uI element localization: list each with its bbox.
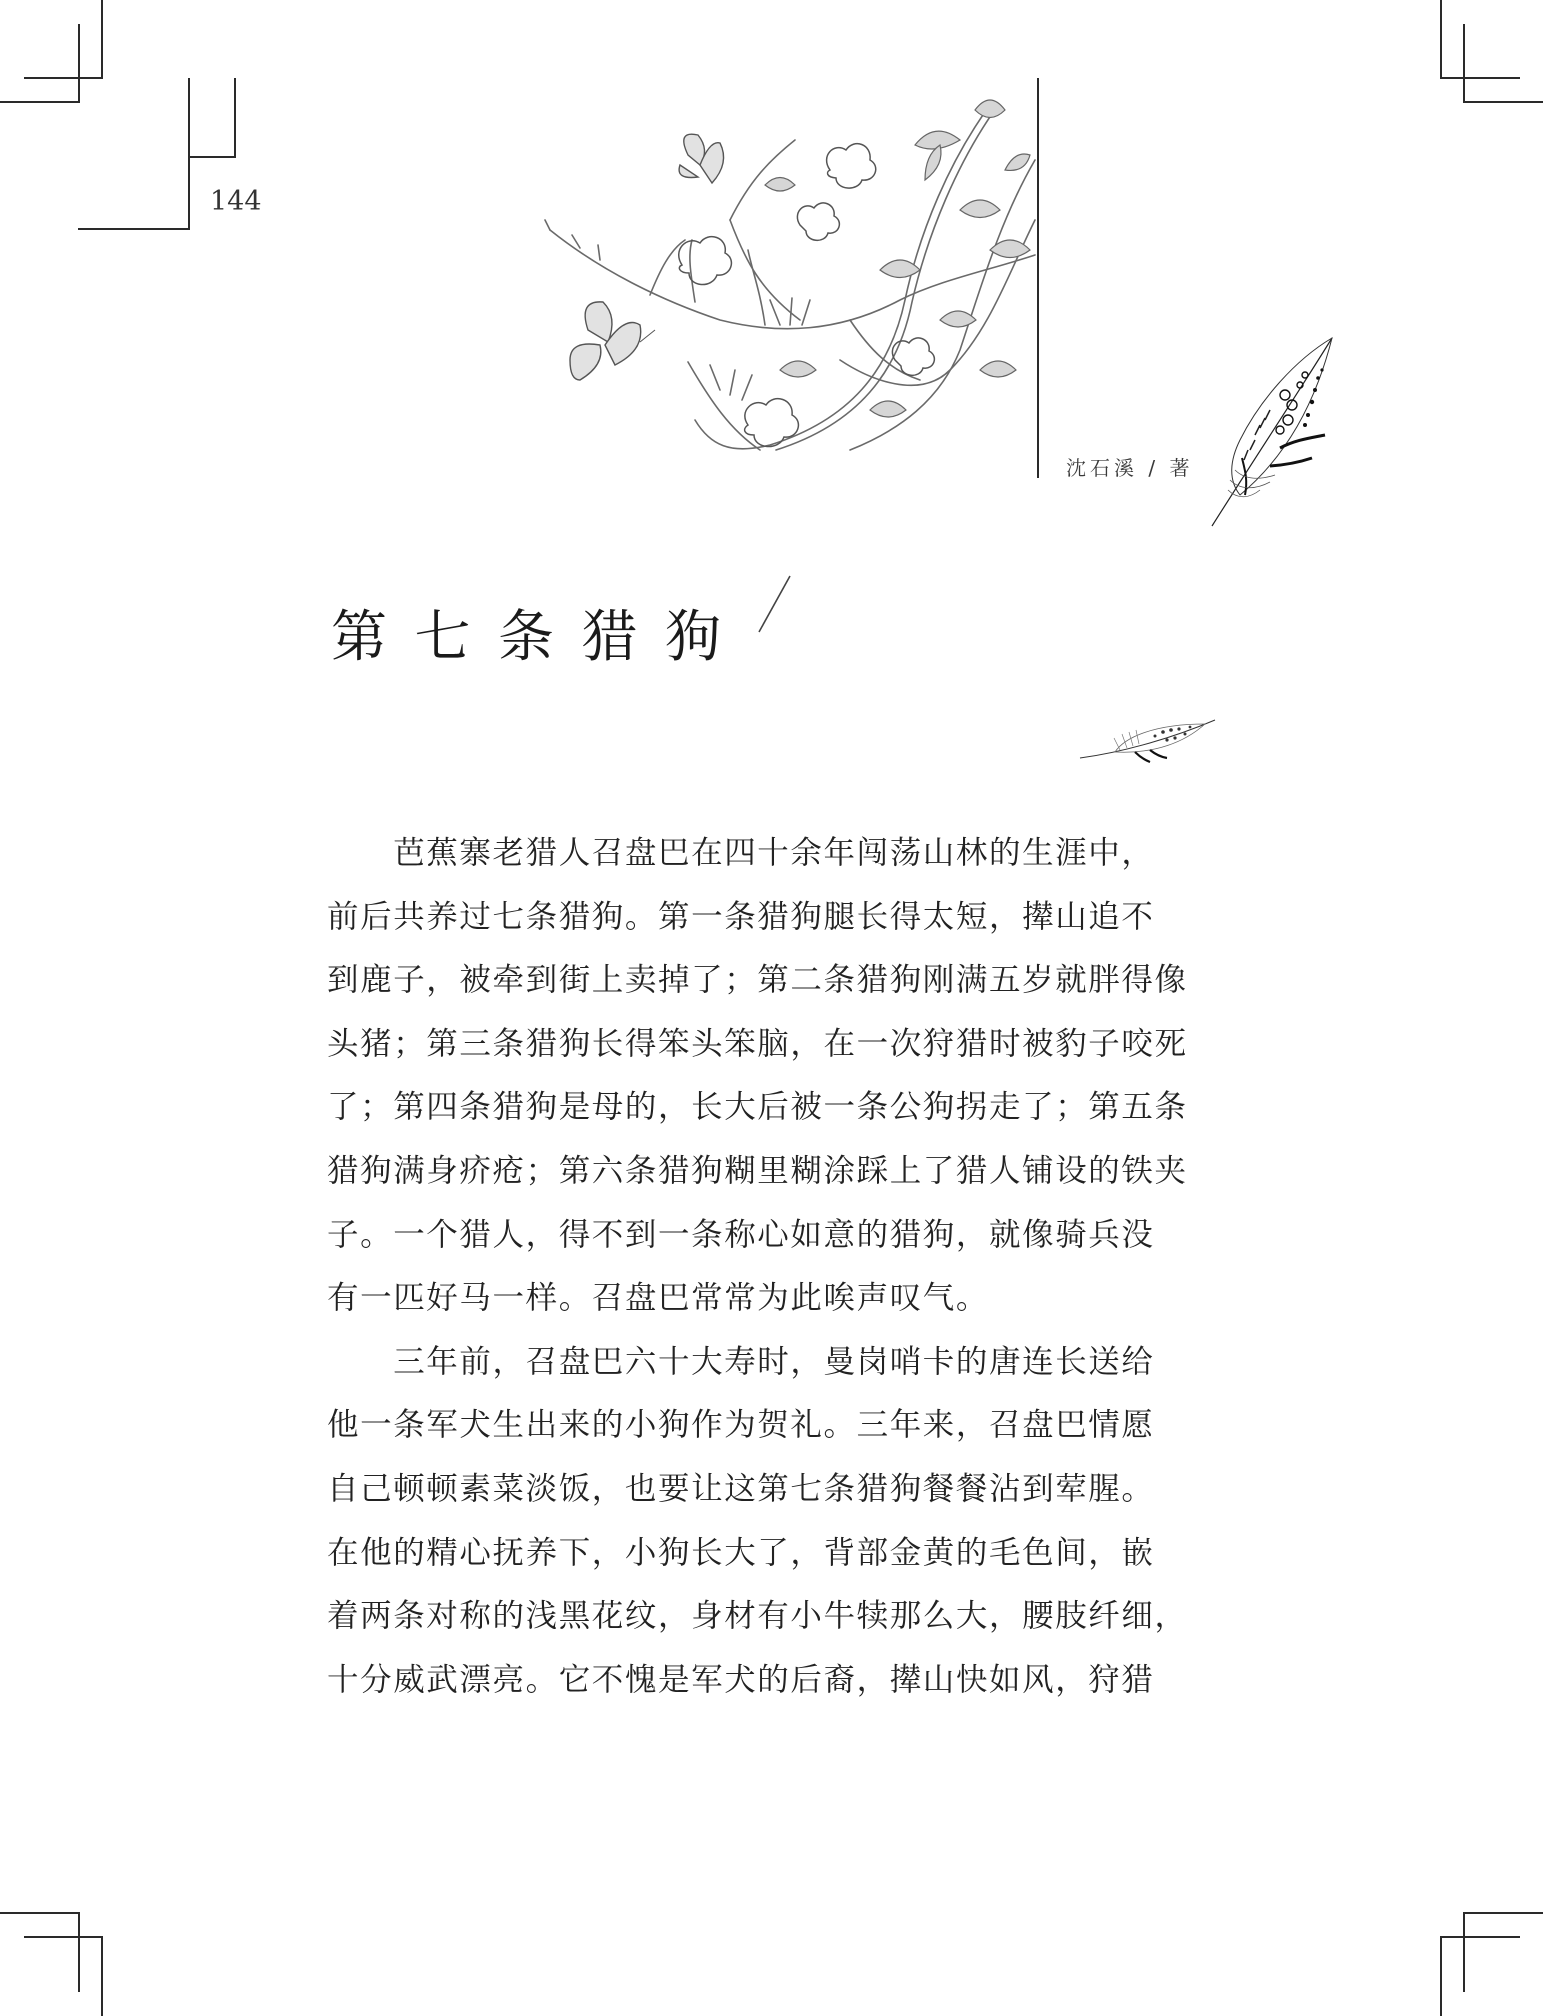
- text-line: 前后共养过七条猎狗。第一条猎狗腿长得太短，撵山追不: [327, 898, 1155, 935]
- crop-mark-line: [78, 1912, 80, 1992]
- crop-mark-line: [0, 101, 80, 103]
- text-line: 了；第四条猎狗是母的，长大后被一条公狗拐走了；第五条: [327, 1089, 1188, 1126]
- illustration-divider-line: [1037, 78, 1039, 478]
- crop-mark-line: [1463, 1912, 1543, 1914]
- text-line: 到鹿子，被牵到街上卖掉了；第二条猎狗刚满五岁就胖得像: [327, 962, 1188, 999]
- text-line: 头猪；第三条猎狗长得笨头笨脑，在一次狩猎时被豹子咬死: [327, 1025, 1188, 1062]
- crop-mark-line: [24, 77, 103, 79]
- text-line: 在他的精心抚养下，小狗长大了，背部金黄的毛色间，嵌: [327, 1534, 1155, 1571]
- text-line: 三年前，召盘巴六十大寿时，曼岗哨卡的唐连长送给: [327, 1343, 1155, 1380]
- crop-mark-line: [0, 1912, 80, 1914]
- frame-line: [188, 156, 235, 158]
- crop-mark-line: [101, 1936, 103, 2016]
- small-feather-icon: [1075, 712, 1220, 767]
- crop-mark-line: [78, 24, 80, 103]
- frame-line: [188, 78, 190, 230]
- body-text: [327, 822, 1207, 1712]
- text-line: 他一条军犬生出来的小狗作为贺礼。三年来，召盘巴情愿: [327, 1407, 1155, 1444]
- text-line: 着两条对称的浅黑花纹，身材有小牛犊那么大，腰肢纤细，: [327, 1598, 1188, 1635]
- crop-mark-line: [1463, 1912, 1465, 1992]
- text-line: 芭蕉寨老猎人召盘巴在四十余年闯荡山林的生涯中，: [327, 835, 1155, 871]
- title-slash-decoration: [755, 572, 795, 636]
- author-byline: 沈石溪 / 著: [1066, 456, 1194, 480]
- text-line: 猎狗满身疥疮；第六条猎狗糊里糊涂踩上了猎人铺设的铁夹: [327, 1152, 1188, 1189]
- frame-line: [78, 228, 190, 230]
- frame-line: [234, 78, 236, 158]
- paragraph: [327, 1331, 1207, 1713]
- text-line: 自己顿顿素菜淡饭，也要让这第七条猎狗餐餐沾到荤腥。: [327, 1470, 1155, 1507]
- crop-mark-line: [24, 1936, 103, 1938]
- crop-mark-line: [1440, 0, 1442, 79]
- crop-mark-line: [1440, 1936, 1442, 2016]
- text-line: 有一匹好马一样。召盘巴常常为此唉声叹气。: [327, 1280, 990, 1317]
- text-line: 子。一个猎人，得不到一条称心如意的猎狗，就像骑兵没: [327, 1216, 1155, 1253]
- chapter-title: 第七条猎狗: [331, 604, 749, 670]
- crop-mark-line: [1463, 24, 1465, 103]
- paragraph: [327, 822, 1207, 1331]
- page-number: 144: [210, 186, 262, 217]
- feather-icon: [1200, 330, 1350, 530]
- crop-mark-line: [1463, 101, 1543, 103]
- crop-mark-line: [1440, 1936, 1520, 1938]
- floral-sketch-illustration: [520, 70, 1040, 480]
- crop-mark-line: [1440, 77, 1520, 79]
- crop-mark-line: [101, 0, 103, 79]
- text-line: 十分威武漂亮。它不愧是军犬的后裔，撵山快如风，狩猎: [327, 1661, 1155, 1698]
